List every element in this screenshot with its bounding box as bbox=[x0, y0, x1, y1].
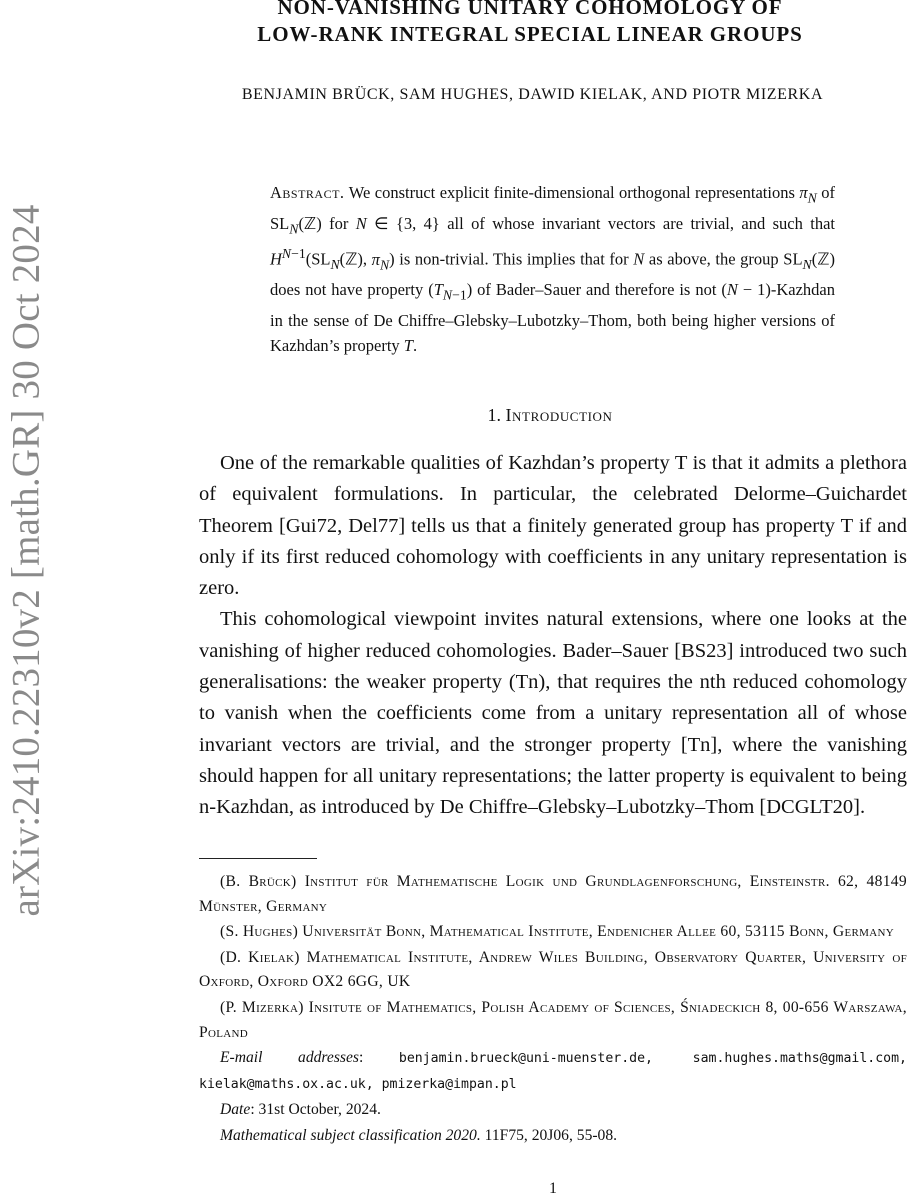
email-line: E-mail addresses: benjamin.brueck@uni-muenster.de, sam.hughes.maths@gmail.com, kielak@maths.ox.ac.uk, pmizerka@impan.pl bbox=[199, 1049, 907, 1092]
paragraph: This cohomological viewpoint invites natural extensions, where one looks at the vanishing of higher reduced cohomologies. Bader–Sauer [BS23] introduced two such generalisations: the weaker property (Tn), that requires the nth reduced cohomology to vanish when the coefficients come from a unitary representation all of whose invariant vectors are trivial, and the stronger property [Tn], where the vanishing should happen for all unitary representations; the latter property is equivalent to being n-Kazhdan, as introduced by De Chiffre–Glebsky–Lubotzky–Thom [DCGLT20]. bbox=[199, 608, 907, 819]
page-number: 1 bbox=[549, 1180, 557, 1197]
paragraph: One of the remarkable qualities of Kazhdan’s property T is that it admits a plethora of equivalent formulations. In particular, the celebrated Delorme–Guichardet Theorem [Gui72, Del77] tells us that a finitely generated group has property T if and only if its first reduced cohomology with coefficients in any unitary representation is zero. bbox=[199, 452, 907, 600]
date-value: 31st October, 2024. bbox=[258, 1101, 381, 1119]
section-title: Introduction bbox=[505, 405, 613, 425]
affiliation: (P. Mizerka) Insitute of Mathematics, Polish Academy of Sciences, Śniadeckich 8, 00-656 Warszawa, Poland bbox=[199, 998, 907, 1041]
affiliation: (B. Brück) Institut für Mathematische Logik und Grundlagenforschung, Einsteinstr. 62, 48149 Münster, Germany bbox=[199, 873, 907, 915]
email-addresses: benjamin.brueck@uni-muenster.de, sam.hughes.maths@gmail.com, kielak@maths.ox.ac.uk, pmizerka@impan.pl bbox=[199, 1051, 907, 1092]
title-line-2: LOW-RANK INTEGRAL SPECIAL LINEAR GROUPS bbox=[257, 22, 803, 46]
date-label: Date bbox=[220, 1101, 251, 1119]
date-line: Date: 31st October, 2024. bbox=[220, 1101, 381, 1119]
abstract-heading: Abstract. bbox=[270, 183, 345, 202]
affiliation: (S. Hughes) Universität Bonn, Mathematical Institute, Endenicher Allee 60, 53115 Bonn, Germany bbox=[220, 923, 894, 941]
body-text bbox=[199, 448, 907, 824]
msc-value: 11F75, 20J06, 55-08. bbox=[484, 1126, 618, 1144]
footnotes bbox=[199, 870, 907, 1150]
email-label: E-mail addresses bbox=[220, 1049, 359, 1067]
title-line-1: NON-VANISHING UNITARY COHOMOLOGY OF bbox=[277, 0, 783, 19]
abstract: Abstract. We construct explicit finite-dimensional orthogonal representations $\pi_N$ of $SL_N(ℤ)$ for N ∈ {3, 4} all of whose invariant vectors are trivial, and such that $H^{N-1}(SL_N(ℤ)$, $\pi_N$) is non-trivial. This implies that for N as above, the group $SL_N(ℤ)$ does not have property $(T_{N-1})$ of Bader–Sauer and therefore is not (N − 1)-Kazhdan in the sense of De Chiffre–Glebsky–Lubotzky–Thom, both being higher versions of Kazhdan’s property T. bbox=[270, 183, 836, 356]
msc-label: Mathematical subject classification 2020. bbox=[220, 1126, 481, 1144]
footnote-rule bbox=[199, 858, 317, 859]
affiliation: (D. Kielak) Mathematical Institute, Andrew Wiles Building, Observatory Quarter, University of Oxford, Oxford OX2 6GG, UK bbox=[199, 948, 907, 991]
section-heading bbox=[195, 405, 905, 426]
msc-line bbox=[199, 1124, 907, 1149]
arxiv-stamp: arXiv:2410.22310v2 [math.GR] 30 Oct 2024 bbox=[4, 203, 48, 917]
section-number: 1. bbox=[487, 405, 501, 425]
author-list: BENJAMIN BRÜCK, SAM HUGHES, DAWID KIELAK, AND PIOTR MIZERKA bbox=[241, 86, 824, 103]
paper-title bbox=[160, 0, 900, 48]
